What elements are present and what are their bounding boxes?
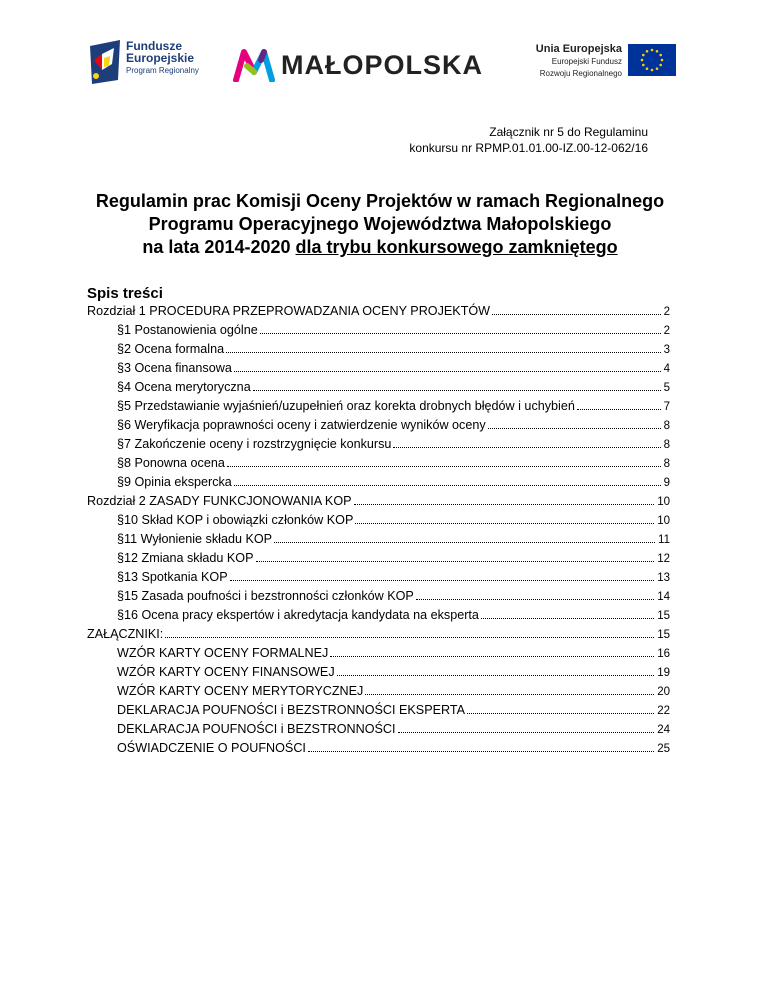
- toc-entry-leader: [308, 750, 654, 752]
- funds-line2: Europejskie: [126, 51, 195, 65]
- toc-entry-label: §13 Spotkania KOP: [117, 570, 228, 584]
- toc-entry-page: 4: [663, 363, 670, 375]
- toc-entry-page: 3: [663, 344, 670, 356]
- toc-entry[interactable]: [87, 587, 670, 606]
- toc-entry-leader: [256, 560, 655, 562]
- toc-entry-page: 11: [658, 534, 670, 546]
- toc-entry-page: 12: [657, 553, 670, 565]
- toc-entry[interactable]: [87, 644, 670, 663]
- toc-entry[interactable]: [87, 340, 670, 359]
- toc-entry-label: §15 Zasada poufności i bezstronności członków KOP: [117, 589, 414, 603]
- toc-entry-label: §11 Wyłonienie składu KOP: [117, 532, 273, 546]
- toc-entry[interactable]: [87, 397, 670, 416]
- toc-entry-leader: [354, 503, 655, 505]
- annex-line1: Załącznik nr 5 do Regulaminu: [489, 125, 648, 139]
- toc-entry-page: 13: [657, 572, 670, 584]
- funds-sub: Program Regionalny: [126, 66, 199, 75]
- toc-entry[interactable]: [87, 606, 670, 625]
- toc-entry-label: §10 Skład KOP i obowiązki członków KOP: [117, 513, 354, 527]
- toc-entry-label: WZÓR KARTY OCENY FINANSOWEJ: [117, 665, 335, 679]
- toc-entry[interactable]: [87, 682, 670, 701]
- toc-entry-leader: [488, 427, 661, 429]
- title-line3-prefix: na lata 2014-2020: [142, 237, 296, 257]
- toc-entry[interactable]: [87, 720, 670, 739]
- toc-entry-label: §2 Ocena formalna: [117, 342, 225, 356]
- funds-star-icon: [88, 40, 122, 84]
- toc-entry-page: 2: [663, 325, 670, 337]
- toc-entry-page: 20: [657, 686, 670, 698]
- toc-entry-page: 5: [663, 382, 670, 394]
- toc-entry-label: OŚWIADCZENIE O POUFNOŚCI: [117, 741, 306, 755]
- toc-entry-leader: [227, 465, 661, 467]
- toc-entry-leader: [355, 522, 654, 524]
- toc-entry-leader: [481, 617, 654, 619]
- toc-entry-label: DEKLARACJA POUFNOŚCI i BEZSTRONNOŚCI EKSPERTA: [117, 703, 466, 717]
- toc-entry-leader: [416, 598, 654, 600]
- toc-entry-page: 14: [657, 591, 670, 603]
- toc-entry[interactable]: [87, 739, 670, 758]
- toc-entry-leader: [577, 408, 661, 410]
- toc-entry-label: §12 Zmiana składu KOP: [117, 551, 254, 565]
- toc-entry[interactable]: [87, 359, 670, 378]
- toc-entry-leader: [165, 636, 654, 638]
- eu-line1: Unia Europejska: [535, 43, 622, 55]
- toc-entry[interactable]: [87, 378, 670, 397]
- malopolska-name: MAŁOPOLSKA: [281, 50, 483, 80]
- toc-entry-leader: [226, 351, 660, 353]
- title-line1: Regulamin prac Komisji Oceny Projektów w ramach Regionalnego: [95, 191, 665, 211]
- toc-entry[interactable]: [87, 701, 670, 720]
- title-line3: [60, 236, 700, 259]
- toc-entry-page: 15: [657, 610, 670, 622]
- toc-entry-page: 10: [657, 496, 670, 508]
- toc-entry-leader: [393, 446, 660, 448]
- logo-bar: [88, 38, 688, 90]
- toc-entry[interactable]: [87, 625, 670, 644]
- toc-entry-page: 8: [663, 420, 670, 432]
- toc-entry-label: ZAŁĄCZNIKI:: [87, 627, 164, 641]
- toc-entry-page: 19: [657, 667, 670, 679]
- toc-entry-leader: [234, 370, 661, 372]
- toc-entry[interactable]: [87, 568, 670, 587]
- toc-entry-page: 25: [657, 743, 670, 755]
- toc-entry-leader: [365, 693, 654, 695]
- toc-entry[interactable]: [87, 302, 670, 321]
- toc-entry-page: 9: [663, 477, 670, 489]
- toc-entry[interactable]: [87, 530, 670, 549]
- toc-entry[interactable]: [87, 492, 670, 511]
- toc-entry-page: 10: [657, 515, 670, 527]
- toc-entry-label: §8 Ponowna ocena: [117, 456, 225, 470]
- toc-heading: Spis treści: [87, 285, 163, 302]
- eu-flag-icon: [628, 44, 676, 76]
- funds-line1: Fundusze: [126, 39, 182, 53]
- toc-entry[interactable]: [87, 416, 670, 435]
- malopolska-logo: [233, 46, 493, 86]
- toc-entry[interactable]: [87, 435, 670, 454]
- eu-logo: [526, 44, 686, 86]
- toc-entry-page: 7: [663, 401, 670, 413]
- toc-entry-label: Rozdział 1 PROCEDURA PRZEPROWADZANIA OCENY PROJEKTÓW: [87, 304, 491, 318]
- toc-entry-leader: [230, 579, 655, 581]
- toc-entry-label: §1 Postanowienia ogólne: [117, 323, 258, 337]
- toc-entry[interactable]: [87, 454, 670, 473]
- toc-entry-label: §9 Opinia ekspercka: [117, 475, 232, 489]
- toc-entry-label: §7 Zakończenie oceny i rozstrzygnięcie konkursu: [117, 437, 392, 451]
- toc-entry-page: 16: [657, 648, 670, 660]
- toc-entry-label: WZÓR KARTY OCENY MERYTORYCZNEJ: [117, 684, 364, 698]
- eu-sub1: Europejski Fundusz: [551, 57, 622, 66]
- toc-entry-page: 24: [657, 724, 670, 736]
- toc-entry-label: Rozdział 2 ZASADY FUNKCJONOWANIA KOP: [87, 494, 352, 508]
- toc-entry-leader: [398, 731, 655, 733]
- toc-entry-label: §16 Ocena pracy ekspertów i akredytacja kandydata na eksperta: [117, 608, 479, 622]
- toc-entry-label: §3 Ocena finansowa: [117, 361, 232, 375]
- toc-entry-page: 22: [657, 705, 670, 717]
- title-line2: Programu Operacyjnego Województwa Małopolskiego: [148, 214, 612, 234]
- toc-entry-page: 8: [663, 458, 670, 470]
- document-title: [60, 190, 700, 259]
- annex-note: [409, 124, 648, 156]
- toc-entry-leader: [260, 332, 661, 334]
- toc-entry-label: §6 Weryfikacja poprawności oceny i zatwierdzenie wyników oceny: [117, 418, 486, 432]
- toc-entry-page: 15: [657, 629, 670, 641]
- toc-entry-leader: [337, 674, 655, 676]
- toc-entry-leader: [274, 541, 655, 543]
- toc-entry-leader: [234, 484, 661, 486]
- malopolska-mark-icon: [233, 48, 275, 82]
- eu-sub2: Rozwoju Regionalnego: [539, 69, 622, 78]
- toc-entry[interactable]: [87, 321, 670, 340]
- toc-entry-leader: [330, 655, 654, 657]
- toc-entry-label: §5 Przedstawianie wyjaśnień/uzupełnień oraz korekta drobnych błędów i uchybień: [117, 399, 575, 413]
- toc-entry-page: 8: [663, 439, 670, 451]
- toc-entry[interactable]: [87, 549, 670, 568]
- toc-entry[interactable]: [87, 511, 670, 530]
- title-line3-underlined: dla trybu konkursowego zamkniętego: [295, 237, 618, 257]
- funds-logo: [88, 40, 218, 84]
- toc-entry[interactable]: [87, 663, 670, 682]
- toc-entry-leader: [467, 712, 654, 714]
- toc-entry[interactable]: [87, 473, 670, 492]
- toc-entry-label: §4 Ocena merytoryczna: [117, 380, 251, 394]
- toc-entry-label: WZÓR KARTY OCENY FORMALNEJ: [117, 646, 329, 660]
- toc-entry-leader: [253, 389, 661, 391]
- toc-entry-page: 2: [663, 306, 670, 318]
- table-of-contents: [87, 302, 670, 758]
- annex-line2: konkursu nr RPMP.01.01.00-IZ.00-12-062/16: [409, 141, 648, 155]
- toc-entry-leader: [492, 313, 661, 315]
- toc-entry-label: DEKLARACJA POUFNOŚCI i BEZSTRONNOŚCI: [117, 722, 396, 736]
